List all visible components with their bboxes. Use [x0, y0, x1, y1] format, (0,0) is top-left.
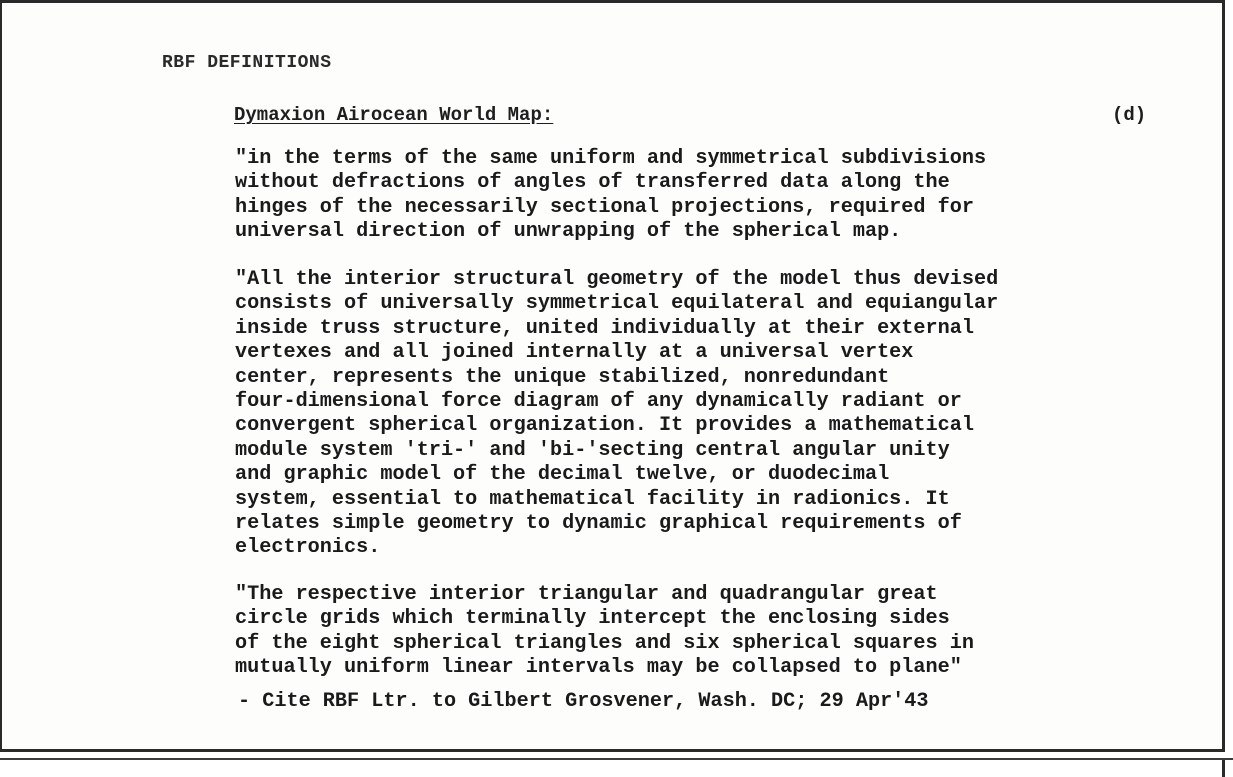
text-line: "The respective interior triangular and quadrangular great: [235, 583, 938, 606]
text-line: "in the terms of the same uniform and symmetrical subdivisions: [235, 147, 987, 170]
next-card-edge: [0, 758, 1233, 775]
document-heading: RBF DEFINITIONS: [162, 53, 332, 73]
quote-paragraph-1: [235, 147, 986, 245]
text-line: inside truss structure, united individually at their external: [235, 316, 974, 340]
entry-marker: (d): [1112, 104, 1147, 126]
text-line: mutually uniform linear intervals may be collapsed to plane": [235, 656, 962, 680]
text-line: without defractions of angles of transferred data along the: [235, 171, 950, 195]
text-line: convergent spherical organization. It provides a mathematical: [235, 414, 974, 438]
text-line: electronics.: [235, 536, 381, 560]
quote-paragraph-2: [235, 268, 998, 561]
quote-paragraph-3: [235, 583, 974, 681]
citation: - Cite RBF Ltr. to Gilbert Grosvener, Wash. DC; 29 Apr'43: [238, 690, 929, 713]
text-line: consists of universally symmetrical equilateral and equiangular: [235, 292, 999, 316]
text-line: vertexes and all joined internally at a universal vertex: [235, 341, 914, 365]
text-line: universal direction of unwrapping of the spherical map.: [235, 220, 902, 244]
text-line: circle grids which terminally intercept the enclosing sides: [235, 607, 950, 631]
card-border-line: [1222, 760, 1225, 777]
text-line: and graphic model of the decimal twelve, or duodecimal: [235, 463, 890, 487]
text-line: module system 'tri-' and 'bi-'secting central angular unity: [235, 438, 950, 462]
text-line: center, represents the unique stabilized, nonredundant: [235, 365, 890, 389]
entry-title: Dymaxion Airocean World Map:: [234, 104, 554, 126]
text-line: hinges of the necessarily sectional projections, required for: [235, 195, 974, 219]
text-line: relates simple geometry to dynamic graphical requirements of: [235, 511, 962, 535]
text-line: four-dimensional force diagram of any dynamically radiant or: [235, 389, 962, 413]
text-line: "All the interior structural geometry of the model thus devised: [235, 268, 999, 291]
text-line: system, essential to mathematical facility in radionics. It: [235, 487, 950, 511]
text-line: of the eight spherical triangles and six spherical squares in: [235, 631, 974, 655]
